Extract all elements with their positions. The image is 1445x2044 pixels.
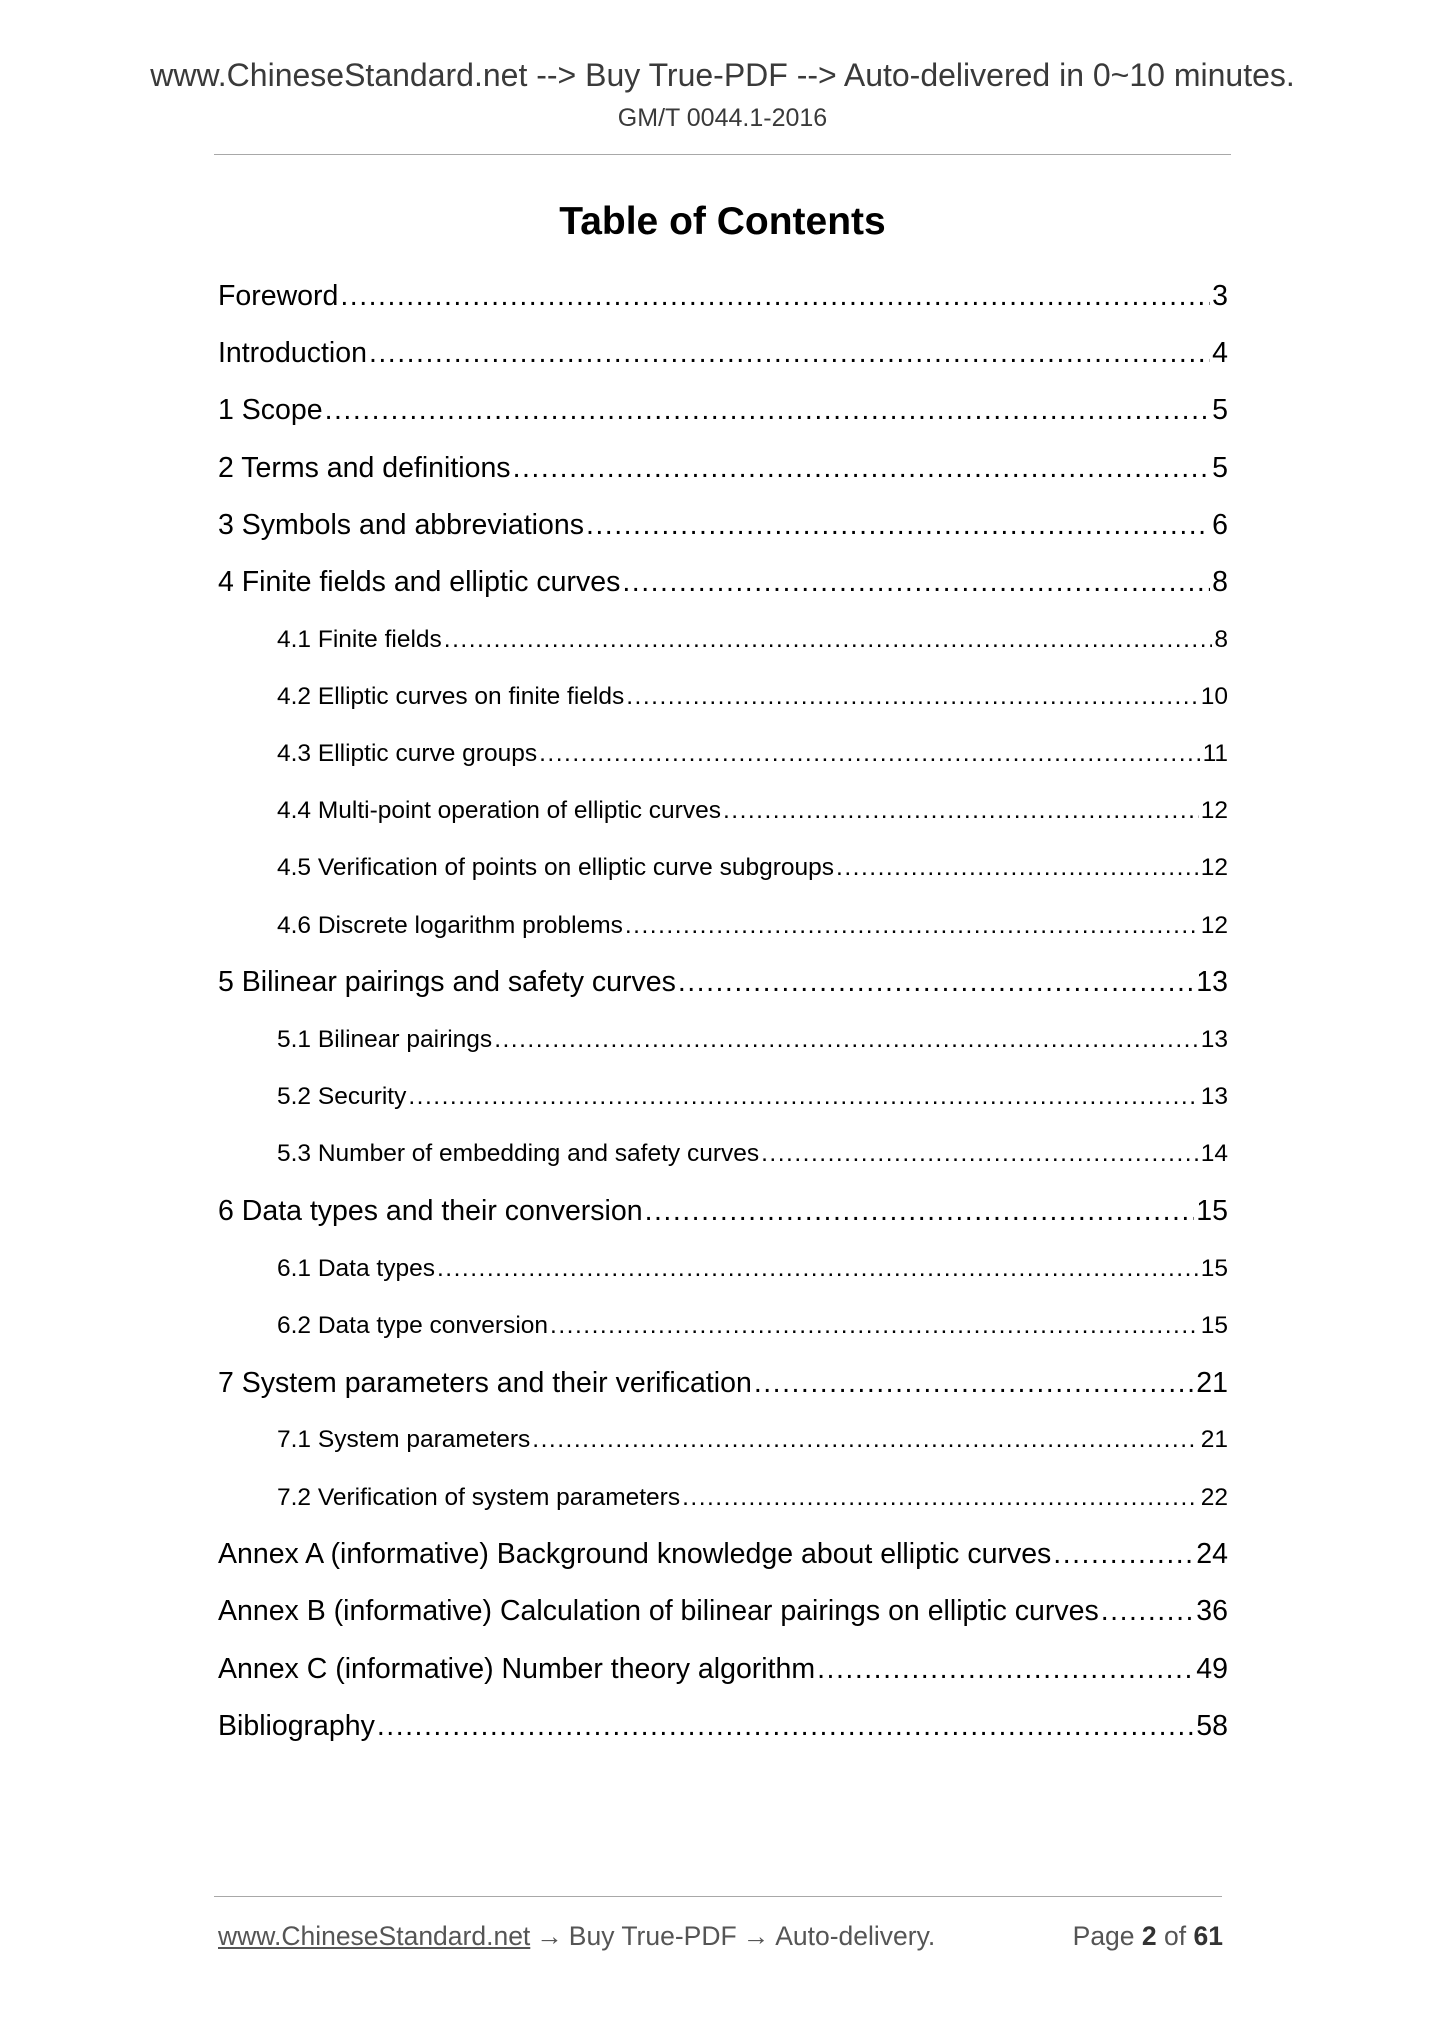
toc-entry-label: 4.4 Multi-point operation of elliptic curves: [277, 797, 721, 825]
toc-entry-page: 11: [1202, 740, 1228, 768]
toc-entry[interactable]: [218, 440, 1228, 497]
toc-entry-page: 13: [1200, 1026, 1228, 1054]
toc-entry-page: 6: [1212, 508, 1228, 541]
toc-entry-label: Annex B (informative) Calculation of bilinear pairings on elliptic curves: [218, 1595, 1099, 1628]
toc-entry-page: 12: [1200, 854, 1228, 882]
toc-dot-leader: [1053, 1538, 1194, 1571]
arrow-right-icon: →: [742, 1920, 770, 1951]
toc-entry-page: 4: [1212, 337, 1228, 370]
toc-entry[interactable]: [218, 325, 1228, 382]
toc-dot-leader: [444, 626, 1213, 654]
toc-entry-page: 13: [1196, 966, 1228, 999]
toc-entry-page: 13: [1200, 1083, 1228, 1111]
toc-dot-leader: [836, 854, 1199, 882]
toc-entry[interactable]: [218, 1240, 1228, 1297]
footer-page-current: 2: [1141, 1920, 1157, 1951]
toc-entry-page: 22: [1200, 1483, 1228, 1511]
toc-entry-page: 8: [1214, 625, 1228, 653]
toc-entry[interactable]: [218, 1641, 1228, 1698]
toc-dot-leader: [408, 1083, 1198, 1111]
header-banner: www.ChineseStandard.net --> Buy True-PDF --> Auto-delivered in 0~10 minutes.: [150, 57, 1295, 93]
toc-dot-leader: [586, 509, 1210, 542]
toc-entry-page: 21: [1196, 1366, 1228, 1399]
toc-entry[interactable]: [218, 382, 1228, 439]
toc-entry-page: 12: [1200, 797, 1228, 825]
toc-entry-page: 15: [1200, 1254, 1228, 1282]
footer-divider: [214, 1896, 1222, 1897]
toc-dot-leader: [754, 1367, 1194, 1400]
toc-entry-label: Annex A (informative) Background knowledge about elliptic curves: [218, 1538, 1052, 1571]
toc-entry[interactable]: [218, 1698, 1228, 1755]
toc-entry-page: 5: [1212, 394, 1228, 427]
toc-entry-page: 3: [1212, 280, 1228, 313]
toc-entry-label: Introduction: [218, 337, 367, 370]
toc-entry[interactable]: [218, 611, 1228, 668]
footer-delivery-text: Auto-delivery.: [775, 1920, 936, 1951]
toc-entry[interactable]: [218, 726, 1228, 783]
toc-entry[interactable]: [218, 268, 1228, 325]
toc-dot-leader: [761, 1140, 1199, 1168]
toc-entry-label: 6.2 Data type conversion: [277, 1311, 549, 1339]
toc-entry-label: 2 Terms and definitions: [218, 451, 511, 484]
toc-entry[interactable]: [218, 1126, 1228, 1183]
toc-dot-leader: [513, 452, 1211, 485]
toc-entry-page: 15: [1196, 1195, 1228, 1228]
toc-entry[interactable]: [218, 1469, 1228, 1526]
toc-entry[interactable]: [218, 497, 1228, 554]
document-code: GM/T 0044.1-2016: [617, 104, 828, 132]
toc-entry-label: 5.2 Security: [277, 1083, 407, 1111]
toc-entry-label: 4 Finite fields and elliptic curves: [218, 566, 621, 599]
toc-entry[interactable]: [218, 1183, 1228, 1240]
toc-entry-label: 6 Data types and their conversion: [218, 1195, 643, 1228]
toc-entry-page: 10: [1200, 682, 1228, 710]
arrow-right-icon: →: [536, 1920, 563, 1951]
toc-entry-label: 4.2 Elliptic curves on finite fields: [277, 682, 625, 710]
toc-entry[interactable]: [218, 954, 1228, 1011]
page-footer: [218, 1916, 1223, 1956]
toc-dot-leader: [340, 280, 1210, 313]
toc-dot-leader: [1101, 1595, 1195, 1628]
toc-dot-leader: [377, 1710, 1194, 1743]
toc-dot-leader: [626, 683, 1198, 711]
toc-entry[interactable]: [218, 668, 1228, 725]
header-divider: [214, 154, 1231, 155]
toc-entry-label: 7.2 Verification of system parameters: [277, 1483, 681, 1511]
toc-dot-leader: [622, 566, 1210, 599]
toc-entry-label: 4.6 Discrete logarithm problems: [277, 911, 623, 939]
toc-dot-leader: [532, 1426, 1198, 1454]
toc-entry-label: 5.1 Bilinear pairings: [277, 1026, 493, 1054]
toc-dot-leader: [723, 797, 1199, 825]
toc-entry-label: Annex C (informative) Number theory algorithm: [218, 1652, 816, 1685]
toc-entry-label: 7.1 System parameters: [277, 1426, 531, 1454]
toc-entry-label: Foreword: [218, 280, 339, 313]
toc-dot-leader: [645, 1195, 1195, 1228]
toc-entry-page: 15: [1200, 1311, 1228, 1339]
toc-dot-leader: [682, 1484, 1199, 1512]
toc-dot-leader: [325, 394, 1211, 427]
toc-title: Table of Contents: [559, 200, 886, 243]
toc-dot-leader: [437, 1255, 1199, 1283]
toc-entry[interactable]: [218, 1583, 1228, 1640]
toc-entry-label: 1 Scope: [218, 394, 323, 427]
toc-entry-label: 3 Symbols and abbreviations: [218, 508, 584, 541]
toc-entry-label: 7 System parameters and their verification: [218, 1366, 752, 1399]
toc-entry[interactable]: [218, 840, 1228, 897]
toc-entry-label: 4.1 Finite fields: [277, 625, 442, 653]
toc-dot-leader: [625, 912, 1199, 940]
toc-dot-leader: [369, 337, 1210, 370]
toc-entry[interactable]: [218, 897, 1228, 954]
toc-entry-page: 24: [1196, 1538, 1228, 1571]
toc-entry-label: Bibliography: [218, 1709, 375, 1742]
toc-entry-page: 14: [1200, 1140, 1228, 1168]
toc-entry-page: 8: [1212, 566, 1228, 599]
toc-entry[interactable]: [218, 1069, 1228, 1126]
toc-entry[interactable]: [218, 1011, 1228, 1068]
toc-entry[interactable]: [218, 554, 1228, 611]
toc-entry-page: 36: [1196, 1595, 1228, 1628]
toc-entry-page: 5: [1212, 451, 1228, 484]
toc-entry-label: 4.5 Verification of points on elliptic curve subgroups: [277, 854, 835, 882]
toc-dot-leader: [550, 1312, 1199, 1340]
toc-entry[interactable]: [218, 1297, 1228, 1354]
toc-dot-leader: [539, 740, 1200, 768]
toc-dot-leader: [678, 966, 1194, 999]
toc-dot-leader: [494, 1026, 1199, 1054]
toc-entry[interactable]: [218, 1355, 1228, 1412]
toc-dot-leader: [817, 1653, 1194, 1686]
footer-page-label: Page: [1072, 1920, 1135, 1951]
toc-entry-page: 21: [1200, 1426, 1228, 1454]
toc-entry-label: 5.3 Number of embedding and safety curves: [277, 1140, 760, 1168]
toc-entry-page: 58: [1196, 1709, 1228, 1742]
toc-list: [218, 268, 1228, 1755]
toc-entry-label: 6.1 Data types: [277, 1254, 435, 1282]
footer-site-link[interactable]: www.ChineseStandard.net: [218, 1920, 531, 1951]
footer-buy-text: Buy True-PDF: [568, 1920, 737, 1951]
toc-entry-label: 5 Bilinear pairings and safety curves: [218, 966, 676, 999]
toc-entry-page: 12: [1200, 911, 1228, 939]
toc-entry[interactable]: [218, 783, 1228, 840]
toc-entry[interactable]: [218, 1526, 1228, 1583]
toc-entry-label: 4.3 Elliptic curve groups: [277, 740, 538, 768]
toc-entry-page: 49: [1196, 1652, 1228, 1685]
toc-entry[interactable]: [218, 1412, 1228, 1469]
footer-page-total: 61: [1193, 1920, 1223, 1951]
footer-page-of: of: [1164, 1920, 1187, 1951]
